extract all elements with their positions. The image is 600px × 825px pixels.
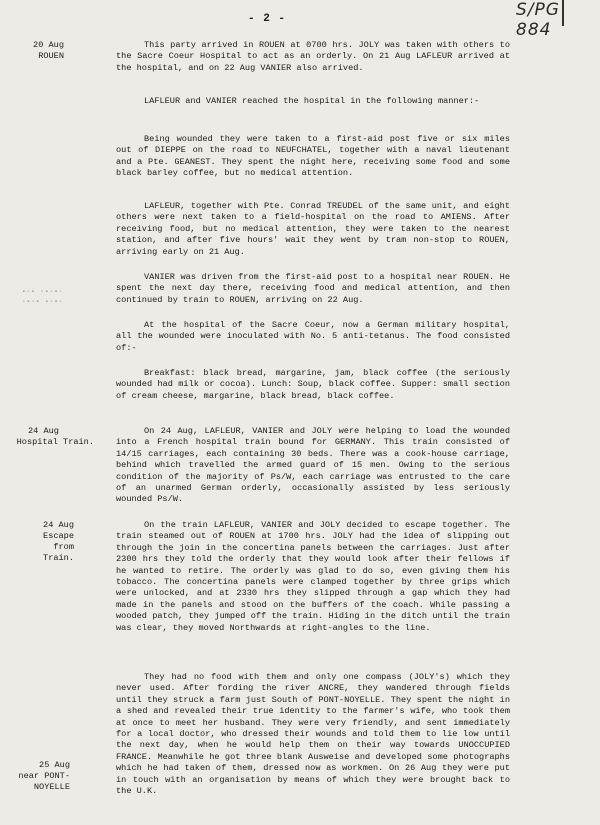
paragraph-text: Breakfast: black bread, margarine, jam, black coffee (the seriously wounded had milk or cocoa). Lunch: Soup, black coffee. Supper: small section of cream cheese, margarine, black bread, black coffee. bbox=[116, 368, 510, 401]
paragraph-lafleur bbox=[116, 201, 510, 258]
page-number: - 2 - bbox=[248, 13, 287, 25]
paragraph-text: VANIER was driven from the first-aid post to a hospital near ROUEN. He spent the next day there, receiving food and medical attention, and then continued by train to ROUEN, arriving on 22 Aug. bbox=[116, 272, 510, 305]
paragraph-hospital-train bbox=[116, 426, 510, 506]
bleed-through-mark: ▫▪▫▪ ▪▫▪▫ bbox=[22, 298, 64, 305]
paragraph-text: This party arrived in ROUEN at 0700 hrs. JOLY was taken with others to the Sacre Coeur Hospital to act as an orderly. On 21 Aug LAFLEUR arrived at the hospital, and on 22 Aug VANIER also arrived. bbox=[116, 40, 510, 73]
paragraph-text: Being wounded they were taken to a first-aid post five or six miles out of DIEPPE on the road to NEUFCHATEL, together with a naval lieutenant and a Pte. GEANEST. They spent the night here, receiving some food and some black barley coffee, but no medical attention. bbox=[116, 134, 510, 179]
margin-note-place: Hospital Train. bbox=[16, 437, 94, 447]
paragraph-escape bbox=[116, 520, 510, 634]
paragraph-manner bbox=[116, 96, 510, 107]
margin-note-place: ROUEN bbox=[38, 51, 64, 61]
paragraph-food bbox=[116, 368, 510, 402]
paragraph-farm bbox=[116, 672, 510, 797]
margin-note-date: 25 Aug bbox=[39, 760, 70, 770]
margin-note-place: NOYELLE bbox=[33, 782, 70, 792]
bleed-through-mark: ▪▫▪ ▫▪▫▪▫ bbox=[22, 288, 64, 295]
margin-note-date: 20 Aug bbox=[33, 40, 64, 50]
paragraph-wounded bbox=[116, 134, 510, 180]
archive-stamp: S/PG 884 bbox=[516, 0, 596, 26]
margin-note-place: near PONT- bbox=[18, 771, 70, 781]
paragraph-text: On the train LAFLEUR, VANIER and JOLY decided to escape together. The train steamed out of ROUEN at 1700 hrs. JOLY had the idea of slipping out through the join in the concertina panels between the carriages. Just after 2300 hrs they told the orderly that they would look after their fellows if he wanted to retire. The orderly was glad to do so, even giving them his tobacco. The concertina panels were clamped together by three grips which were unlocked, and at 2330 hrs they slipped through a gap which they had made in the panels and stood on the buffers of the coach. While passing a wooded patch, they jumped off the train. Hiding in the ditch until the train was clear, they moved Northwards at right-angles to the line. bbox=[116, 520, 510, 633]
paragraph-vanier bbox=[116, 272, 510, 306]
margin-note-hospital-train bbox=[2, 426, 94, 448]
margin-note-place: Train. bbox=[43, 553, 74, 563]
margin-note-escape bbox=[22, 520, 74, 564]
paragraph-text: LAFLEUR, together with Pte. Conrad TREUDEL of the same unit, and eight others were next taken to a field-hospital on the road to AMIENS. After receiving food, but no medical attention, they were taken to the nearest station, and after five hours' wait they went by tram non-stop to ROUEN, arriving early on 21 Aug. bbox=[116, 201, 510, 257]
margin-note-pont-noyelle bbox=[4, 760, 70, 793]
paragraph-text: They had no food with them and only one compass (JOLY's) which they never used. After fording the river ANCRE, they wandered through fields until they struck a farm just South of PONT-NOYELLE. They spent the night in a shed and revealed their true identity to the farmer's wife, who took them at once to meet her husband. They were very friendly, and sent immediately for a local doctor, who dressed their wounds and told them to lie low until the next day, when he would help them on their way towards UNOCCUPIED FRANCE. Meanwhile he got three blank Ausweise and developed some photographs which he had taken of them, dressed now as workmen. On 26 Aug they were put in touch with an organisation by means of which they were brought back to the U.K. bbox=[116, 672, 510, 797]
margin-note-date: 24 Aug bbox=[43, 520, 74, 530]
margin-note-rouen bbox=[20, 40, 64, 62]
paragraph-arrival bbox=[116, 40, 510, 74]
margin-note-place: Escape from bbox=[43, 531, 74, 552]
margin-note-date: 24 Aug bbox=[28, 426, 59, 436]
paragraph-text: LAFLEUR and VANIER reached the hospital in the following manner:- bbox=[144, 96, 480, 106]
paragraph-inoculation bbox=[116, 320, 510, 354]
paragraph-text: On 24 Aug, LAFLEUR, VANIER and JOLY were helping to load the wounded into a French hospital train bound for GERMANY. This train consisted of 14/15 carriages, each containing 30 beds. There was a cook-house carriage, behind which travelled the armed guard of 15 men. Owing to the serious condition of the majority of Ps/W, each carriage was entrusted to the care of an unarmed German orderly, occasionally assisted by less seriously wounded Ps/W. bbox=[116, 426, 510, 505]
paragraph-text: At the hospital of the Sacre Coeur, now a German military hospital, all the wounded were inoculated with No. 5 anti-tetanus. The food consisted of:- bbox=[116, 320, 510, 353]
